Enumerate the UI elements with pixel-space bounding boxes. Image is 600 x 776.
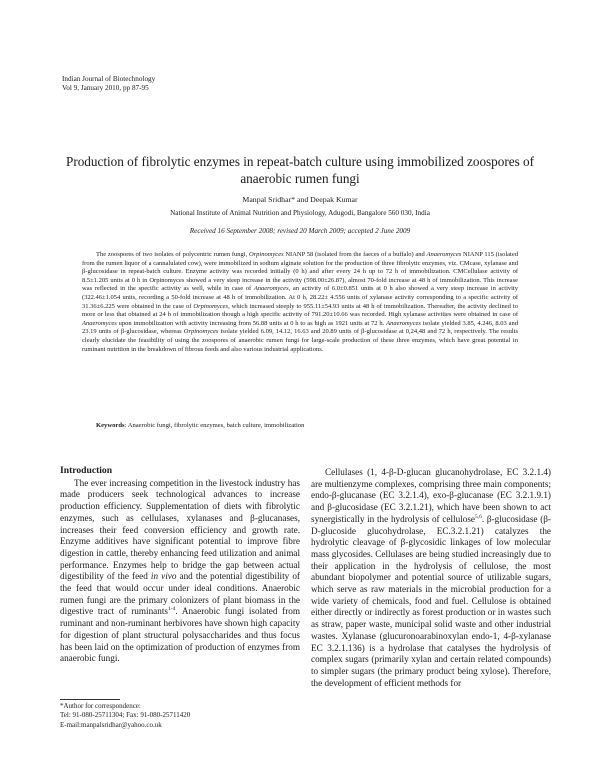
keywords [82,422,518,431]
cellulase-paragraph: Cellulases (1, 4-β-D-glucan glucanohydrolase, EC 3.2.1.4) are multienzyme complexes, comprising three main components; endo-β-glucanase (EC 3.2.1.4), exo-β-glucanase (EC 3.2.1.9.1) and β-glucosidase (EC 3.2.1.21), which have been shown to act synergistically in the hydrolysis of cellulose$^{5,6}$. β-glucosidase (β-D-glucoside glucohydrolase, EC.3.2.1.21) catalyzes the hydrolytic cleavage of β-glycosidic linkages of low molecular mass glycosides. Cellulases are being studied increasingly due to their application in the hydrolysis of cellulose, the most abundant biopolymer and potential source of utilizable sugars, which serve as raw materials in the microbial production for a wide variety of chemicals, food and fuel. Cellulose is obtained either directly or indirectly as forest production or in wastes such as straw, paper waste, municipal solid waste and other industrial wastes. Xylanase (glucuronoarabinoxylan endo-1, 4-β-xylanase EC 3.2.1.136) is a hydrolase that catalyses the hydrolysis of complex sugars (primarily xylan and certain related compounds) to simpler sugars (the primary product being xylose). Therefore, the development of efficient methods for [311,467,551,688]
footnote [60,702,300,730]
abstract: The zoospores of two isolates of polycentric rumen fungi, Orpinomyces NIANP 58 (isolated from the faeces of a buffalo) and Anaeromyces NIANP 115 (isolated from the rumen liquor of a cannalulated cow), were immobilized in sodium alginate solution for the production of three fibrolytic enzymes, viz. CMcase, xylanase and β-glucosidase in repeat-batch culture. Enzyme activity was recorded initially (0 h) and after every 24 h up to 72 h of immobilization. CMCellulase activity of 8.5±1.205 units at 0 h in Orpinomyces showed a very steep increase in the activity (598.00±26.87), almost 70-fold increase at 48 h of immobilization. This increase was reflected in the specific activity as well, while in case of Anaeromyces, an activity of 6.0±0.851 units at 0 h also showed a very steep increase in activity (322.46±1.054 units, recording a 50-fold increase at 48 h of immobilization. At 0 h, 28.22± 4.556 units of xylanase activity corresponding to a specific activity of 31.36±6.225 were obtained in the case of Orpinomyces, which increased steeply to 955.11±54.93 units at 48 h of immobilization. Thereafter, the activity declined to more or less that obtained at 24 h of immobilization though a high specific activity of 791.20±10.66 was recorded. High xylanase activities were obtained in case of Anaeromyces upon immobilization with activity increasing from 56.88 units at 0 h to as high as 1921 units at 72 h. Anaeromyces isolate yielded 3.85, 4.246, 8.03 and 23.19 units of β-glucosidase, whereas Orpinomyces isolate yielded 6.09, 14.12, 16.63 and 20.89 units of β-glucosidase at 0,24,48 and 72 h, respectively. The results clearly elucidate the feasibility of using the zoospores of anaerobic rumen fungi for large-scale production of these three enzymes, which have great potential in ruminant nutrition in the breakdown of fibrous feeds and also various industrial applications. [82,251,519,353]
journal-name: Indian Journal of Biotechnology [62,75,156,83]
keywords-label: Keywords [96,422,125,429]
intro-paragraph: The ever increasing competition in the livestock industry has made producers seek technological advances to increase production efficiency. Supplementation of diets with fibrolytic enzymes, such as cellulases, xylanases and β-glucanases, increases their feed conversion efficiency and growth rate. Enzyme additives have significant potential to improve fibre digestion in cattle, thereby enhancing feed utilization and animal performance. Enzymes help to bridge the gap between actual digestibility of the feed in vivo and the potential digestibility of the feed that would occur under ideal conditions. Anaerobic rumen fungi are the primary colonizers of plant biomass in the digestive tract of ruminants$^{1-4}$. Anaerobic fungi isolated from ruminant and non-ruminant herbivores have shown high capacity for digestion of plant structural polysaccharides and thus focus has been laid on the optimization of production of enzymes from anaerobic fungi. [60,477,300,664]
journal-header [62,75,155,93]
footnote-email: E-mail:manpalsridhar@yahoo.co.uk [60,720,162,729]
keywords-text: : Anaerobic fungi, fibrolytic enzymes, batch culture, immobilization [124,422,305,429]
footnote-rule [60,699,120,700]
article-dates: Received 16 September 2008; revised 20 March 2009; accepted 2 June 2009 [189,227,411,235]
footnote-author: *Author for correspondence: [60,702,141,710]
right-column [311,467,551,689]
journal-issue: Vol 9, January 2010, pp 87-95 [62,84,149,92]
section-heading-introduction: Introduction [60,465,113,476]
article-authors: Manpal Sridhar* and Deepak Kumar [242,195,358,204]
article-affiliation: National Institute of Animal Nutrition and Physiology, Adugodi, Bangalore 560 030, India [170,209,430,217]
article-title: Production of fibrolytic enzymes in repeat-batch culture using immobilized zoospores of anaerobic rumen fungi [65,154,535,186]
left-column [60,465,300,665]
footnote-tel: Tel: 91-080-25711304; Fax: 91-080-25711420 [60,711,191,720]
